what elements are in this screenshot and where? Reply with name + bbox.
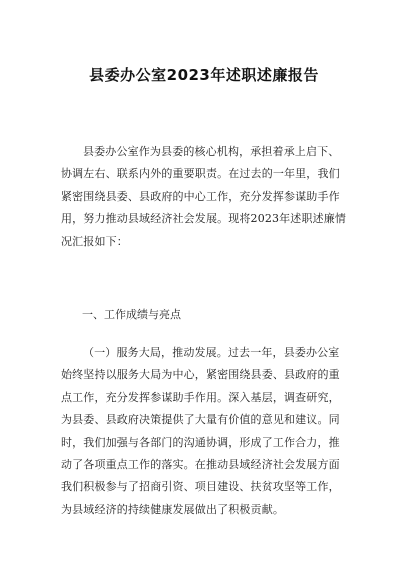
paragraph-line: 时，我们加强与各部门的沟通协调，形成了工作合力，推 [61,435,340,449]
paragraph-line: 况汇报如下： [61,234,128,248]
paragraph-line: 为县域经济的持续健康发展做出了积极贡献。 [61,502,284,516]
paragraph-line: 用，努力推动县域经济社会发展。现将2023年述职述廉情 [61,212,347,226]
paragraph-line: 紧密围绕县委、县政府的中心工作，充分发挥参谋助手作 [61,189,340,203]
intro-paragraph [61,141,351,253]
paragraph-line: 我们积极参与了招商引资、项目建设、扶贫攻坚等工作， [61,480,340,494]
paragraph-line: （一）服务大局，推动发展。过去一年，县委办公室 [83,346,340,359]
paragraph-line: 始终坚持以服务大局为中心，紧密围绕县委、县政府的重 [61,368,340,382]
paragraph-line: 县委办公室作为县委的核心机构，承担着承上启下、 [83,145,340,158]
section-paragraph [61,342,351,521]
paragraph-line: 协调左右、联系内外的重要职责。在过去的一年里，我们 [61,167,340,181]
paragraph-line: 点工作，充分发挥参谋助手作用。深入基层，调查研究， [61,390,340,404]
document-title: 县委办公室2023年述职述廉报告 [89,66,319,84]
paragraph-line: 为县委、县政府决策提供了大量有价值的意见和建议。同 [61,413,340,427]
paragraph-line: 动了各项重点工作的落实。在推动县域经济社会发展方面 [61,458,340,472]
section-heading: 一、工作成绩与亮点 [82,308,181,321]
